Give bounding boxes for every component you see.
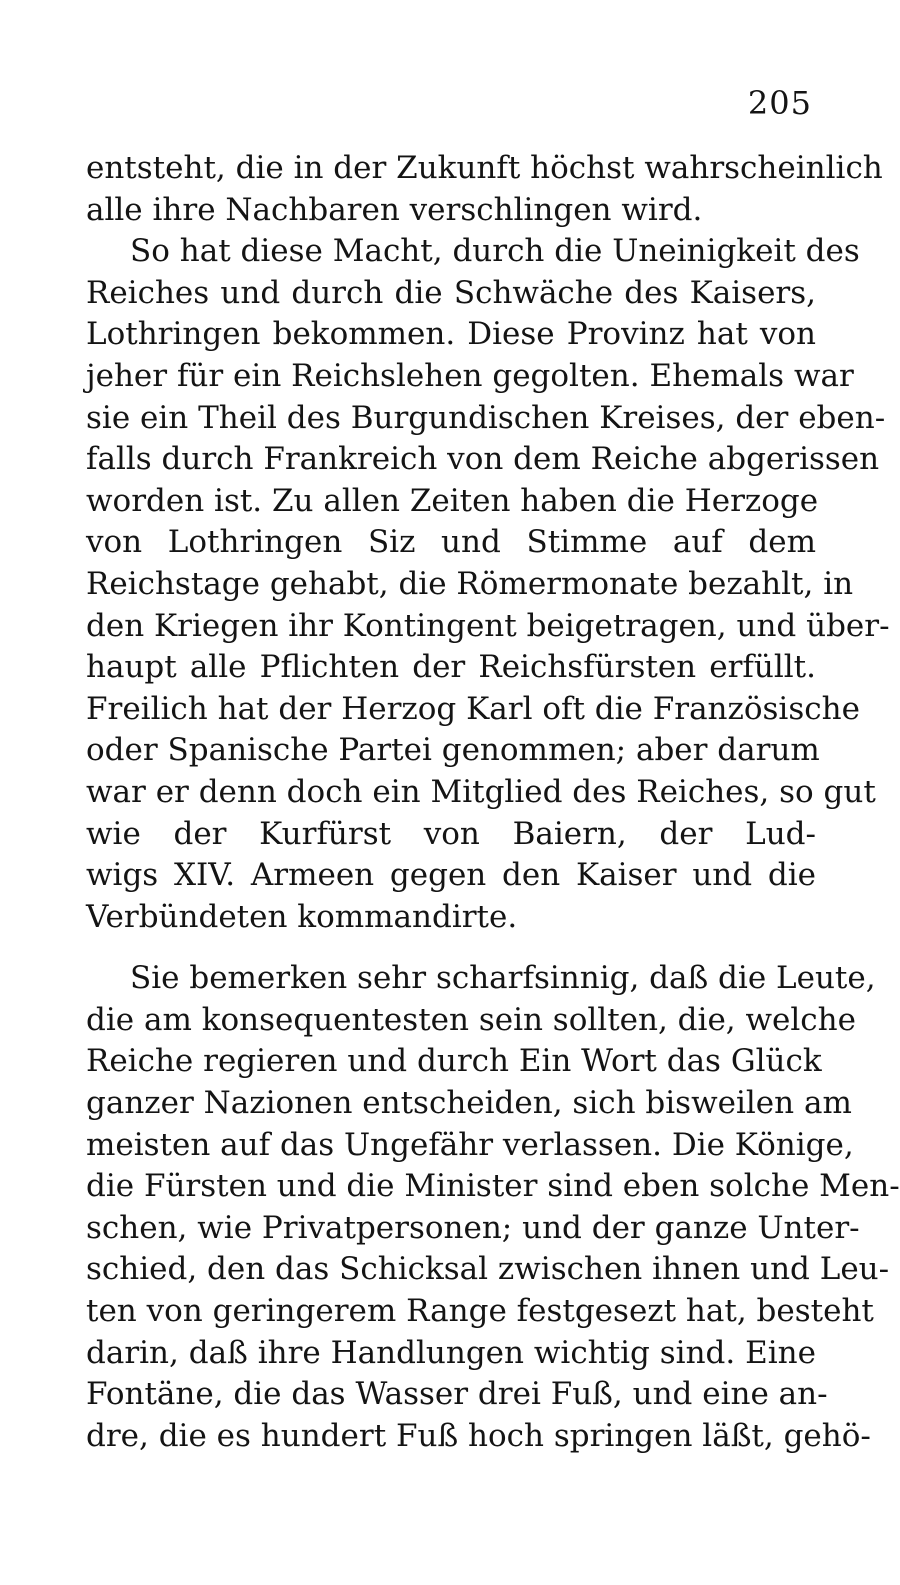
text-line: schen, wie Privatpersonen; und der ganze Unter- xyxy=(86,1209,860,1246)
text-line: entsteht, die in der Zukunft höchst wahrscheinlich xyxy=(86,150,883,186)
text-line: schied, den das Schicksal zwischen ihnen und Leu- xyxy=(86,1251,890,1288)
text-line: Verbündeten kommandirte. xyxy=(86,898,518,935)
text-line: Reiche regieren und durch Ein Wort das Glück xyxy=(86,1043,822,1080)
text-line: war er denn doch ein Mitglied des Reiches, so gut xyxy=(86,773,876,810)
text-line: die am konsequentesten sein sollten, die, welche xyxy=(86,1001,856,1038)
text-line: Reiches und durch die Schwäche des Kaisers, xyxy=(86,274,816,311)
text-line: Reichstage gehabt, die Römermonate bezahlt, in xyxy=(86,565,854,602)
text-line: von Lothringen Siz und Stimme auf dem xyxy=(86,524,816,561)
text-line: die Fürsten und die Minister sind eben solche Men- xyxy=(86,1168,900,1205)
text-line: Lothringen bekommen. Diese Provinz hat von xyxy=(86,316,816,353)
text-line: dre, die es hundert Fuß hoch springen läßt, gehö- xyxy=(86,1417,871,1454)
text-line: den Kriegen ihr Kontingent beigetragen, und über- xyxy=(86,607,890,644)
text-line: meisten auf das Ungefähr verlassen. Die Könige, xyxy=(86,1126,854,1163)
text-line: worden ist. Zu allen Zeiten haben die Herzoge xyxy=(86,482,819,519)
text-line: sie ein Theil des Burgundischen Kreises, der eben- xyxy=(86,399,886,436)
text-line: ten von geringerem Range festgesezt hat, besteht xyxy=(86,1293,874,1330)
text-line: Fontäne, die das Wasser drei Fuß, und eine an- xyxy=(86,1376,828,1413)
text-line: Freilich hat der Herzog Karl oft die Französische xyxy=(86,690,860,727)
body-text xyxy=(86,148,900,1457)
text-line: oder Spanische Partei genommen; aber darum xyxy=(86,732,820,769)
page-number: 205 xyxy=(747,84,812,122)
text-line: alle ihre Nachbaren verschlingen wird. xyxy=(86,191,703,228)
text-line: wigs XIV. Armeen gegen den Kaiser und die xyxy=(86,857,816,894)
paragraph-2 xyxy=(86,231,890,938)
paragraph-1 xyxy=(86,148,883,231)
text-line: wie der Kurfürst von Baiern, der Lud- xyxy=(86,815,816,852)
paragraph-3 xyxy=(86,958,900,1457)
text-line: Sie bemerken sehr scharfsinnig, daß die Leute, xyxy=(130,960,876,997)
text-line: falls durch Frankreich von dem Reiche abgerissen xyxy=(86,441,880,478)
paragraph-gap xyxy=(86,938,816,958)
text-line: jeher für ein Reichslehen gegolten. Ehemals war xyxy=(86,357,854,394)
text-line: ganzer Nazionen entscheiden, sich bisweilen am xyxy=(86,1085,852,1122)
text-line: So hat diese Macht, durch die Uneinigkeit des xyxy=(130,233,860,270)
text-line: haupt alle Pflichten der Reichsfürsten erfüllt. xyxy=(86,649,816,686)
text-line: darin, daß ihre Handlungen wichtig sind. Eine xyxy=(86,1334,816,1371)
